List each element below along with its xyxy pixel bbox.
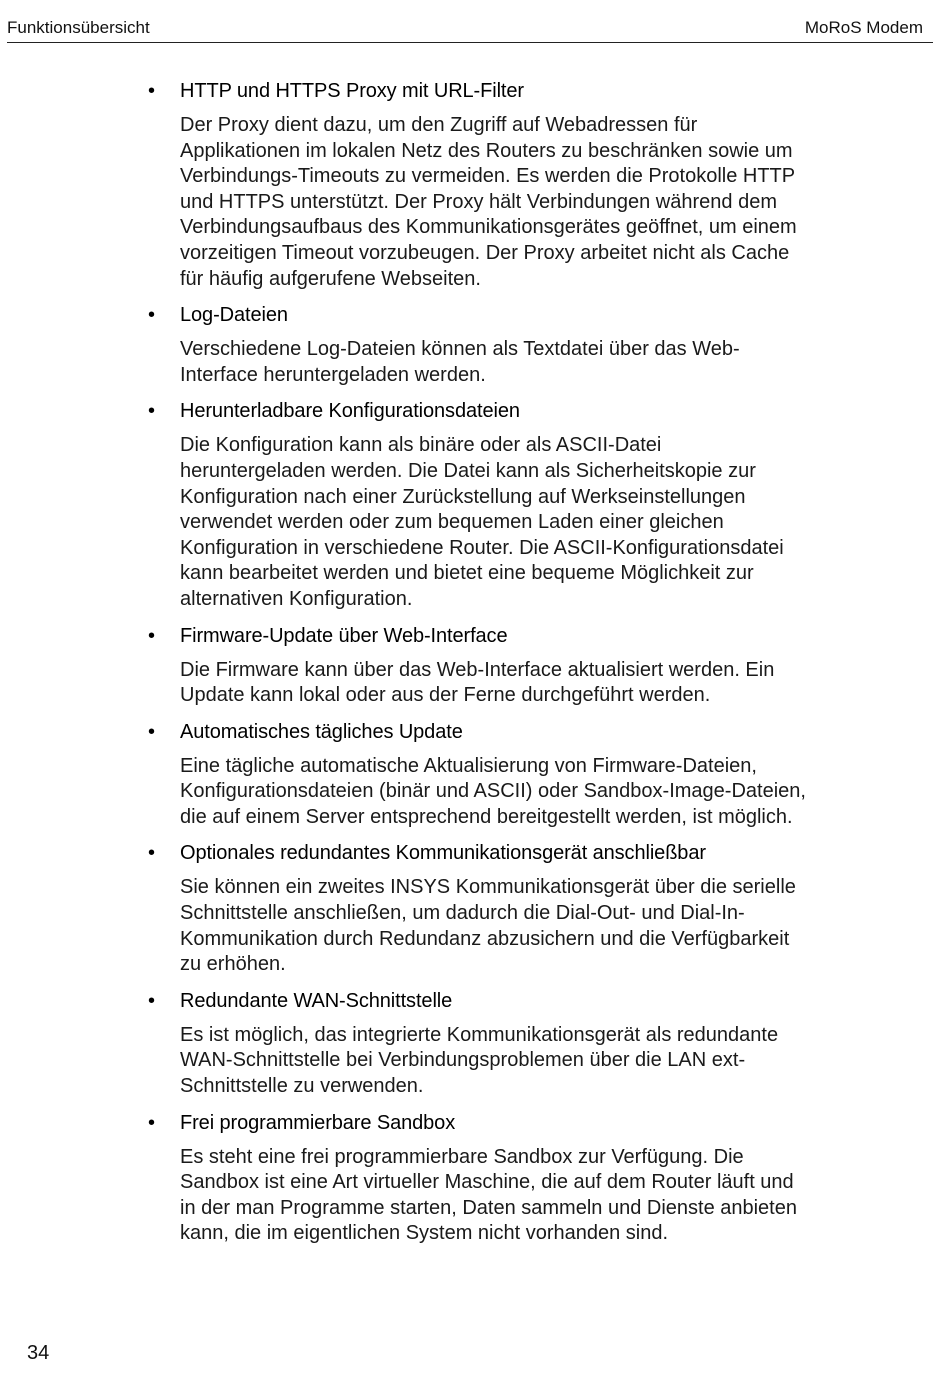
- description-line: Verbindungsaufbaus des Kommunikationsgerätes geöffnet, um einem: [180, 216, 797, 239]
- feature-list: [145, 78, 885, 1257]
- bullet-icon: •: [148, 400, 155, 423]
- description-line: Konfiguration in verschiedene Router. Die ASCII-Konfigurationsdatei: [180, 536, 784, 559]
- feature-heading: [145, 78, 885, 104]
- description-line: Interface heruntergeladen werden.: [180, 363, 486, 386]
- feature-item: [145, 1110, 885, 1247]
- bullet-icon: •: [148, 1111, 155, 1134]
- bullet-icon: •: [148, 624, 155, 647]
- feature-title: HTTP und HTTPS Proxy mit URL-Filter: [180, 80, 524, 102]
- description-line: Es steht eine frei programmierbare Sandbox zur Verfügung. Die: [180, 1145, 744, 1168]
- bullet-icon: •: [148, 304, 155, 327]
- description-line: Update kann lokal oder aus der Ferne durchgeführt werden.: [180, 684, 711, 707]
- feature-item: [145, 988, 885, 1100]
- page-header: [7, 16, 933, 43]
- description-line: Der Proxy dient dazu, um den Zugriff auf Webadressen für: [180, 114, 698, 136]
- feature-title: Herunterladbare Konfigurationsdateien: [180, 400, 520, 423]
- description-line: Es ist möglich, das integrierte Kommunikationsgerät als redundante: [180, 1023, 779, 1046]
- feature-item: [145, 78, 885, 292]
- feature-heading: [145, 719, 885, 745]
- header-section-title: Funktionsübersicht: [7, 18, 150, 37]
- description-line: Schnittstelle zu verwenden.: [180, 1075, 424, 1098]
- bullet-icon: •: [148, 720, 155, 743]
- feature-heading: [145, 623, 885, 649]
- description-line: Die Firmware kann über das Web-Interface aktualisiert werden. Ein: [180, 658, 775, 681]
- feature-description: [145, 875, 885, 977]
- header-document-title: MoRoS Modem: [804, 18, 923, 37]
- bullet-icon: •: [148, 80, 155, 102]
- feature-title: Automatisches tägliches Update: [180, 720, 463, 743]
- feature-heading: [145, 398, 885, 424]
- feature-heading: [145, 1110, 885, 1136]
- feature-item: [145, 398, 885, 612]
- bullet-icon: •: [148, 842, 155, 865]
- feature-description: [145, 754, 885, 831]
- feature-title: Firmware-Update über Web-Interface: [180, 624, 508, 647]
- bullet-icon: •: [148, 989, 155, 1012]
- description-line: zu erhöhen.: [180, 953, 286, 976]
- feature-heading: [145, 302, 885, 328]
- feature-description: [145, 337, 885, 388]
- description-line: und HTTPS unterstützt. Der Proxy hält Verbindungen während dem: [180, 190, 777, 213]
- description-line: Sie können ein zweites INSYS Kommunikationsgerät über die serielle: [180, 876, 796, 899]
- description-line: in der man Programme starten, Daten sammeln und Dienste anbieten: [180, 1196, 797, 1219]
- description-line: verwendet werden oder zum bequemen Laden einer gleichen: [180, 511, 724, 534]
- description-line: Verbindungs-Timeouts zu vermeiden. Es werden die Protokolle HTTP: [180, 165, 796, 188]
- description-line: kann bearbeitet werden und bietet eine bequeme Möglichkeit zur: [180, 562, 754, 585]
- feature-description: [145, 113, 885, 292]
- description-line: Eine tägliche automatische Aktualisierung von Firmware-Dateien,: [180, 754, 757, 777]
- feature-item: [145, 840, 885, 977]
- description-line: kann, die im eigentlichen System nicht vorhanden sind.: [180, 1222, 669, 1245]
- description-line: Sandbox ist eine Art virtueller Maschine, die auf dem Router läuft und: [180, 1171, 794, 1194]
- feature-title: Frei programmierbare Sandbox: [180, 1111, 456, 1134]
- description-line: Kommunikation durch Redundanz abzusichern und die Verfügbarkeit: [180, 927, 790, 950]
- description-line: die auf einem Server entsprechend bereitgestellt werden, ist möglich.: [180, 805, 793, 828]
- description-line: Schnittstelle anschließen, um dadurch die Dial-Out- und Dial-In-: [180, 902, 745, 925]
- feature-description: [145, 1023, 885, 1100]
- description-line: Konfigurationsdateien (binär und ASCII) oder Sandbox-Image-Dateien,: [180, 780, 806, 803]
- description-line: Applikationen im lokalen Netz des Routers zu beschränken sowie um: [180, 139, 793, 162]
- feature-title: Redundante WAN-Schnittstelle: [180, 989, 453, 1012]
- description-line: vorzeitigen Timeout vorzubeugen. Der Proxy arbeitet nicht als Cache: [180, 241, 790, 264]
- page-number: 34: [27, 1342, 50, 1364]
- feature-heading: [145, 840, 885, 866]
- feature-item: [145, 302, 885, 388]
- description-line: Konfiguration nach einer Zurückstellung auf Werkseinstellungen: [180, 485, 746, 508]
- feature-description: [145, 1145, 885, 1247]
- feature-item: [145, 719, 885, 831]
- feature-heading: [145, 988, 885, 1014]
- feature-item: [145, 623, 885, 709]
- description-line: Die Konfiguration kann als binäre oder als ASCII-Datei: [180, 434, 662, 457]
- description-line: alternativen Konfiguration.: [180, 587, 413, 610]
- feature-description: [145, 658, 885, 709]
- description-line: heruntergeladen werden. Die Datei kann als Sicherheitskopie zur: [180, 459, 756, 482]
- feature-title: Optionales redundantes Kommunikationsgerät anschließbar: [180, 842, 706, 865]
- feature-description: [145, 433, 885, 612]
- description-line: für häufig aufgerufene Webseiten.: [180, 267, 481, 290]
- description-line: WAN-Schnittstelle bei Verbindungsproblemen über die LAN ext-: [180, 1049, 746, 1072]
- feature-title: Log-Dateien: [180, 304, 288, 327]
- description-line: Verschiedene Log-Dateien können als Textdatei über das Web-: [180, 338, 740, 361]
